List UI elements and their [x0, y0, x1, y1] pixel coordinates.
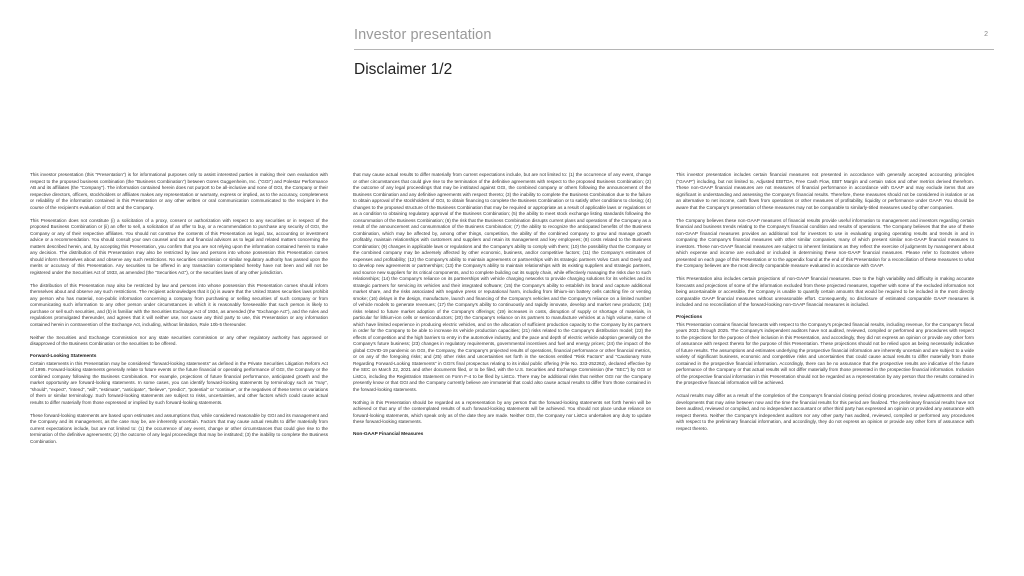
page-title: Disclaimer 1/2	[354, 61, 453, 78]
disclaimer-paragraph: Nothing in this Presentation should be regarded as a representation by any person that the forward-looking statements set forth herein will be achieved or that any of the contemplated results of such forward-looking statements will be achieved. You should not place undue reliance on forward-looking statements, which speak only as of the date they are made. Neither GGI, the Company nor ListCo undertakes any duty to update these forward-looking statements.	[353, 399, 651, 424]
disclaimer-paragraph: This Presentation also includes certain projections of non-GAAP financial measures. Due to the high variability and difficulty in making accurate forecasts and projections of some of the information excluded from these projected measures, together with some of the excluded information not being ascertainable or accessible, the Company is unable to quantify certain amounts that would be required to be included in the most directly comparable GAAP financial measures without unreasonable effort. Consequently, no disclosure of estimated comparable GAAP measures is included and no reconciliation of the forward-looking non-GAAP financial measures is included.	[676, 276, 974, 307]
disclaimer-column-1	[30, 172, 328, 572]
slide-header	[354, 27, 994, 79]
disclaimer-paragraph: This investor presentation (this "Presentation") is for informational purposes only to assist interested parties in making their own evaluation with respect to the proposed business combination (the "Business Combination") between Gores Guggenheim, Inc. ("GGI") and Polestar Performance AB and its affiliates (the "Company"). The information contained herein does not purport to be all-inclusive and none of GGI, the Company or their respective directors, officers, stockholders or affiliates makes any representation or warranty, express or implied, as to the accuracy, completeness or reliability of the information contained in this Presentation or any other written or oral communication communicated to the recipient in the course of the recipient's evaluation of GGI and the Company.	[30, 172, 328, 210]
section-heading: Forward-Looking Statements	[30, 354, 97, 359]
section-heading: Non-GAAP Financial Measures	[353, 432, 424, 437]
disclaimer-paragraph: Certain statements in this Presentation may be considered "forward-looking statements" as defined in the Private Securities Litigation Reform Act of 1995. Forward-looking statements generally relate to future events or the future financial or operating performance of GGI, the Company or the combined company following the Business Combination. For example, projections of future financial performance, anticipated growth and the market opportunity are forward-looking statements. In some cases, you can identify forward-looking statements by terminology such as "may", "should", "expect", "intend", "will", "estimate", "anticipate", "believe", "predict", "potential" or "continue", or the negatives of these terms or variations of them or similar terminology. Such forward-looking statements are subject to risks, uncertainties, and other factors which could cause actual results to differ materially from those expressed or implied by such forward-looking statements.	[30, 360, 328, 405]
section-eyebrow: Investor presentation	[354, 27, 492, 43]
disclaimer-paragraph: The Company believes these non-GAAP measures of financial results provide useful information to management and investors regarding certain financial and business trends relating to the Company's financial condition and results of operations. The Company believes that the use of these non-GAAP financial measures provides an additional tool for investors to use in evaluating ongoing operating results and trends in and in comparing the Company's financial measures with other similar companies, many of which present similar non-GAAP financial measures to investors. These non-GAAP financial measures are subject to inherent limitations as they reflect the exercise of judgments by management about which expense and income are excluded or included in determining these non-GAAP financial measures. Please refer to footnotes where presented on each page of this Presentation or to the appendix found at the end of this Presentation for a reconciliation of these measures to what the Company believes are the most directly comparable measure evaluated in accordance with GAAP.	[676, 217, 974, 268]
disclaimer-paragraph: This Presentation does not constitute (i) a solicitation of a proxy, consent or authorization with respect to any securities or in respect of the proposed Business Combination or (ii) an offer to sell, a solicitation of an offer to buy, or a recommendation to purchase any security of GGI, the Company or any of their respective affiliates. You should not construe the contents of this Presentation as legal, tax, accounting or investment advice or a recommendation. You should consult your own counsel and tax and financial advisors as to legal and related matters concerning the matters described herein, and, by accepting this Presentation, you confirm that you are not relying upon the information contained herein to make any decision. The distribution of this Presentation may also be restricted by law and persons into whose possession this Presentation comes should inform themselves about and observe any such restrictions. No securities commission or similar regulatory authority has passed upon the merits or accuracy of this Presentation. Any securities to be offered in any transaction contemplated hereby have not been and will not be registered under the Securities Act of 1933, as amended (the "Securities Act"), or the securities laws of any other jurisdiction.	[30, 217, 328, 275]
disclaimer-paragraph: that may cause actual results to differ materially from current expectations include, but are not limited to: (1) the occurrence of any event, change or other circumstances that could give rise to the termination of the definitive agreements with respect to the proposed Business Combination; (2) the outcome of any legal proceedings that may be instituted against GGI, the combined company or others following the announcement of the Business Combination and any definitive agreements with respect thereto; (3) the inability to complete the Business Combination due to the failure to obtain approval of the stockholders of GGI, to obtain financing to complete the Business Combination or to satisfy other conditions to closing; (4) changes to the proposed structure of the Business Combination that may be required or appropriate as a result of applicable laws or regulations or as a condition to obtaining regulatory approval of the Business Combination; (5) the ability to meet stock exchange listing standards following the consummation of the Business Combination; (6) the risk that the Business Combination disrupts current plans and operations of the Company as a result of the announcement and consummation of the Business Combination; (7) the ability to recognize the anticipated benefits of the Business Combination, which may be affected by, among other things, competition, the ability of the combined company to grow and manage growth profitably, maintain relationships with customers and suppliers and retain its management and key employees; (8) costs related to the Business Combination; (9) changes in applicable laws or regulations and the Company's ability to comply with them; (10) the possibility that the Company or the combined company may be adversely affected by other economic, business, and/or competitive factors; (11) the Company's estimates of expenses and profitability; (12) the Company's ability to maintain agreements or partnerships with its strategic partners Volvo Cars and Geely and to develop new agreements or partnerships; (13) the Company's ability to maintain relationships with its existing suppliers and strategic partners, and source new suppliers for its critical components, and to complete building out its supply chain, while effectively managing the risks due to such relationships; (14) the Company's reliance on its partnerships with vehicle charging networks to provide charging solutions for its vehicles and its strategic partners for servicing its vehicles and their integrated software; (15) the Company's ability to establish its brand and capture additional market share, and the risks associated with negative press or reputational harm, including from lithium-ion battery cells catching fire or venting smoke; (16) delays in the design, manufacture, launch and financing of the Company's vehicles and the Company's reliance on a limited number of vehicle models to generate revenues; (17) the Company's ability to continuously and rapidly innovate, develop and market new products; (18) risks related to future market adoption of the Company's offerings; (19) increases in costs, disruption of supply or shortage of materials, in particular for lithium-ion cells or semiconductors; (20) the Company's reliance on its partners to manufacture vehicles at a high volume, some of which have limited experience in producing electric vehicles, and on the allocation of sufficient production capacity to the Company by its partners in order for the Company to be able to increase its vehicle production capacities; (21) risks related to the Company's distribution model; (22) the effects of competition and the high barriers to entry in the automotive industry, and the pace and depth of electric vehicle adoption generally on the Company's future business; (23) changes in regulatory requirements, governmental incentives and fuel and energy prices; (24) the impact of the global COVID-19 pandemic on GGI, the Company, the Company's projected results of operations, financial performance or other financial metrics, or on any of the foregoing risks; and (25) other risks and uncertainties set forth in the sections entitled "Risk Factors" and "Cautionary Note Regarding Forward-Looking Statements" in GGI's final prospectus relating to its initial public offering (File No. 333-252262), declared effective by the SEC on March 22, 2021 and other documents filed, or to be filed, with the U.S. Securities and Exchange Commission (the "SEC") by GGI or ListCo, including the Registration Statement on Form F-4 to be filed by ListCo. There may be additional risks that neither GGI nor the Company presently know or that GGI and the Company currently believe are immaterial that could also cause actual results to differ from those contained in the forward-looking statements.	[353, 172, 651, 392]
disclaimer-column-2	[353, 172, 651, 572]
disclaimer-paragraph: This Presentation contains financial forecasts with respect to the Company's projected financial results, including revenue, for the Company's fiscal years 2021 through 2025. The Company's independent auditors have not audited, reviewed, compiled or performed any procedures with respect to the projections for the purpose of their inclusion in this Presentation, and accordingly, they did not express an opinion or provide any other form of assurance with respect thereto for the purpose of this Presentation. These projections should not be relied upon as being necessarily indicative of future results. The assumptions and estimates underlying the prospective financial information are inherently uncertain and are subject to a wide variety of significant business, economic and competitive risks and uncertainties that could cause actual results to differ materially from those contained in the prospective financial information. Accordingly, there can be no assurance that the prospective results are indicative of the future performance of the Company or that actual results will not differ materially from those presented in the prospective financial information. Inclusion of the prospective financial information in this Presentation should not be regarded as a representation by any person that the results contained in the prospective financial information will be achieved.	[676, 321, 974, 385]
disclaimer-paragraph: The distribution of this Presentation may also be restricted by law and persons into whose possession this Presentation comes should inform themselves about and observe any such restrictions. The recipient acknowledges that it (a) is aware that the United States securities laws prohibit any person who has material, non-public information concerning a company from purchasing or selling securities of such company or from communicating such information to any other person under circumstances in which it is reasonably foreseeable that such person is likely to purchase or sell such securities, and (b) is familiar with the Securities Exchange Act of 1934, as amended (the "Exchange Act"), and the rules and regulations promulgated thereunder, and agrees that it will neither use, nor cause any third party to use, this Presentation or any information contained herein in contravention of the Exchange Act, including, without limitation, Rule 10b-5 thereunder.	[30, 282, 328, 327]
disclaimer-paragraph: Actual results may differ as a result of the completion of the Company's financial closing period closing procedures, review adjustments and other developments that may arise between now and the time the financial results for this period are finalized. The preliminary financial results have not been audited, reviewed or compiled, and no independent accountant or other third party has expressed an opinion or provided any assurance with respect thereto. Neither the Company's independent auditors nor any other party has audited, reviewed, compiled or performed any procedures with respect to the preliminary financial information, and accordingly, they do not express an opinion or provide any other form of assurance with respect thereto.	[676, 393, 974, 431]
disclaimer-paragraph: Neither the Securities and Exchange Commission nor any state securities commission or any other regulatory authority has approved or disapproved of the Business Combination or the securities to be offered.	[30, 334, 328, 346]
disclaimer-paragraph: These forward-looking statements are based upon estimates and assumptions that, while considered reasonable by GGI and its management and the Company and its management, as the case may be, are inherently uncertain. Factors that may cause actual results to differ materially from current expectations include, but are not limited to: (1) the occurrence of any event, change or other circumstances that could give rise to the termination of the definitive agreements; (2) the outcome of any legal proceedings that may be instituted; (3) the inability to complete the Business Combination.	[30, 412, 328, 444]
header-divider	[354, 49, 994, 50]
disclaimer-paragraph: This investor presentation includes certain financial measures not presented in accordance with generally accepted accounting principles ("GAAP") including, but not limited to, Adjusted EBITDA, Free Cash Flow, EBIT Margin and certain ratios and other metrics derived therefrom. These non-GAAP financial measures are not measures of financial performance in accordance with GAAP and may exclude items that are significant in understanding and assessing the Company's financial results. Therefore, these measures should not be considered in isolation or as an alternative to net income, cash flows from operations or other measures of profitability, liquidity or performance under GAAP. You should be aware that the Company's presentation of these measures may not be comparable to similarly-titled measures used by other companies.	[676, 172, 974, 210]
section-heading: Projections	[676, 315, 703, 320]
disclaimer-column-3	[676, 172, 974, 572]
page-number: 2	[984, 31, 988, 38]
